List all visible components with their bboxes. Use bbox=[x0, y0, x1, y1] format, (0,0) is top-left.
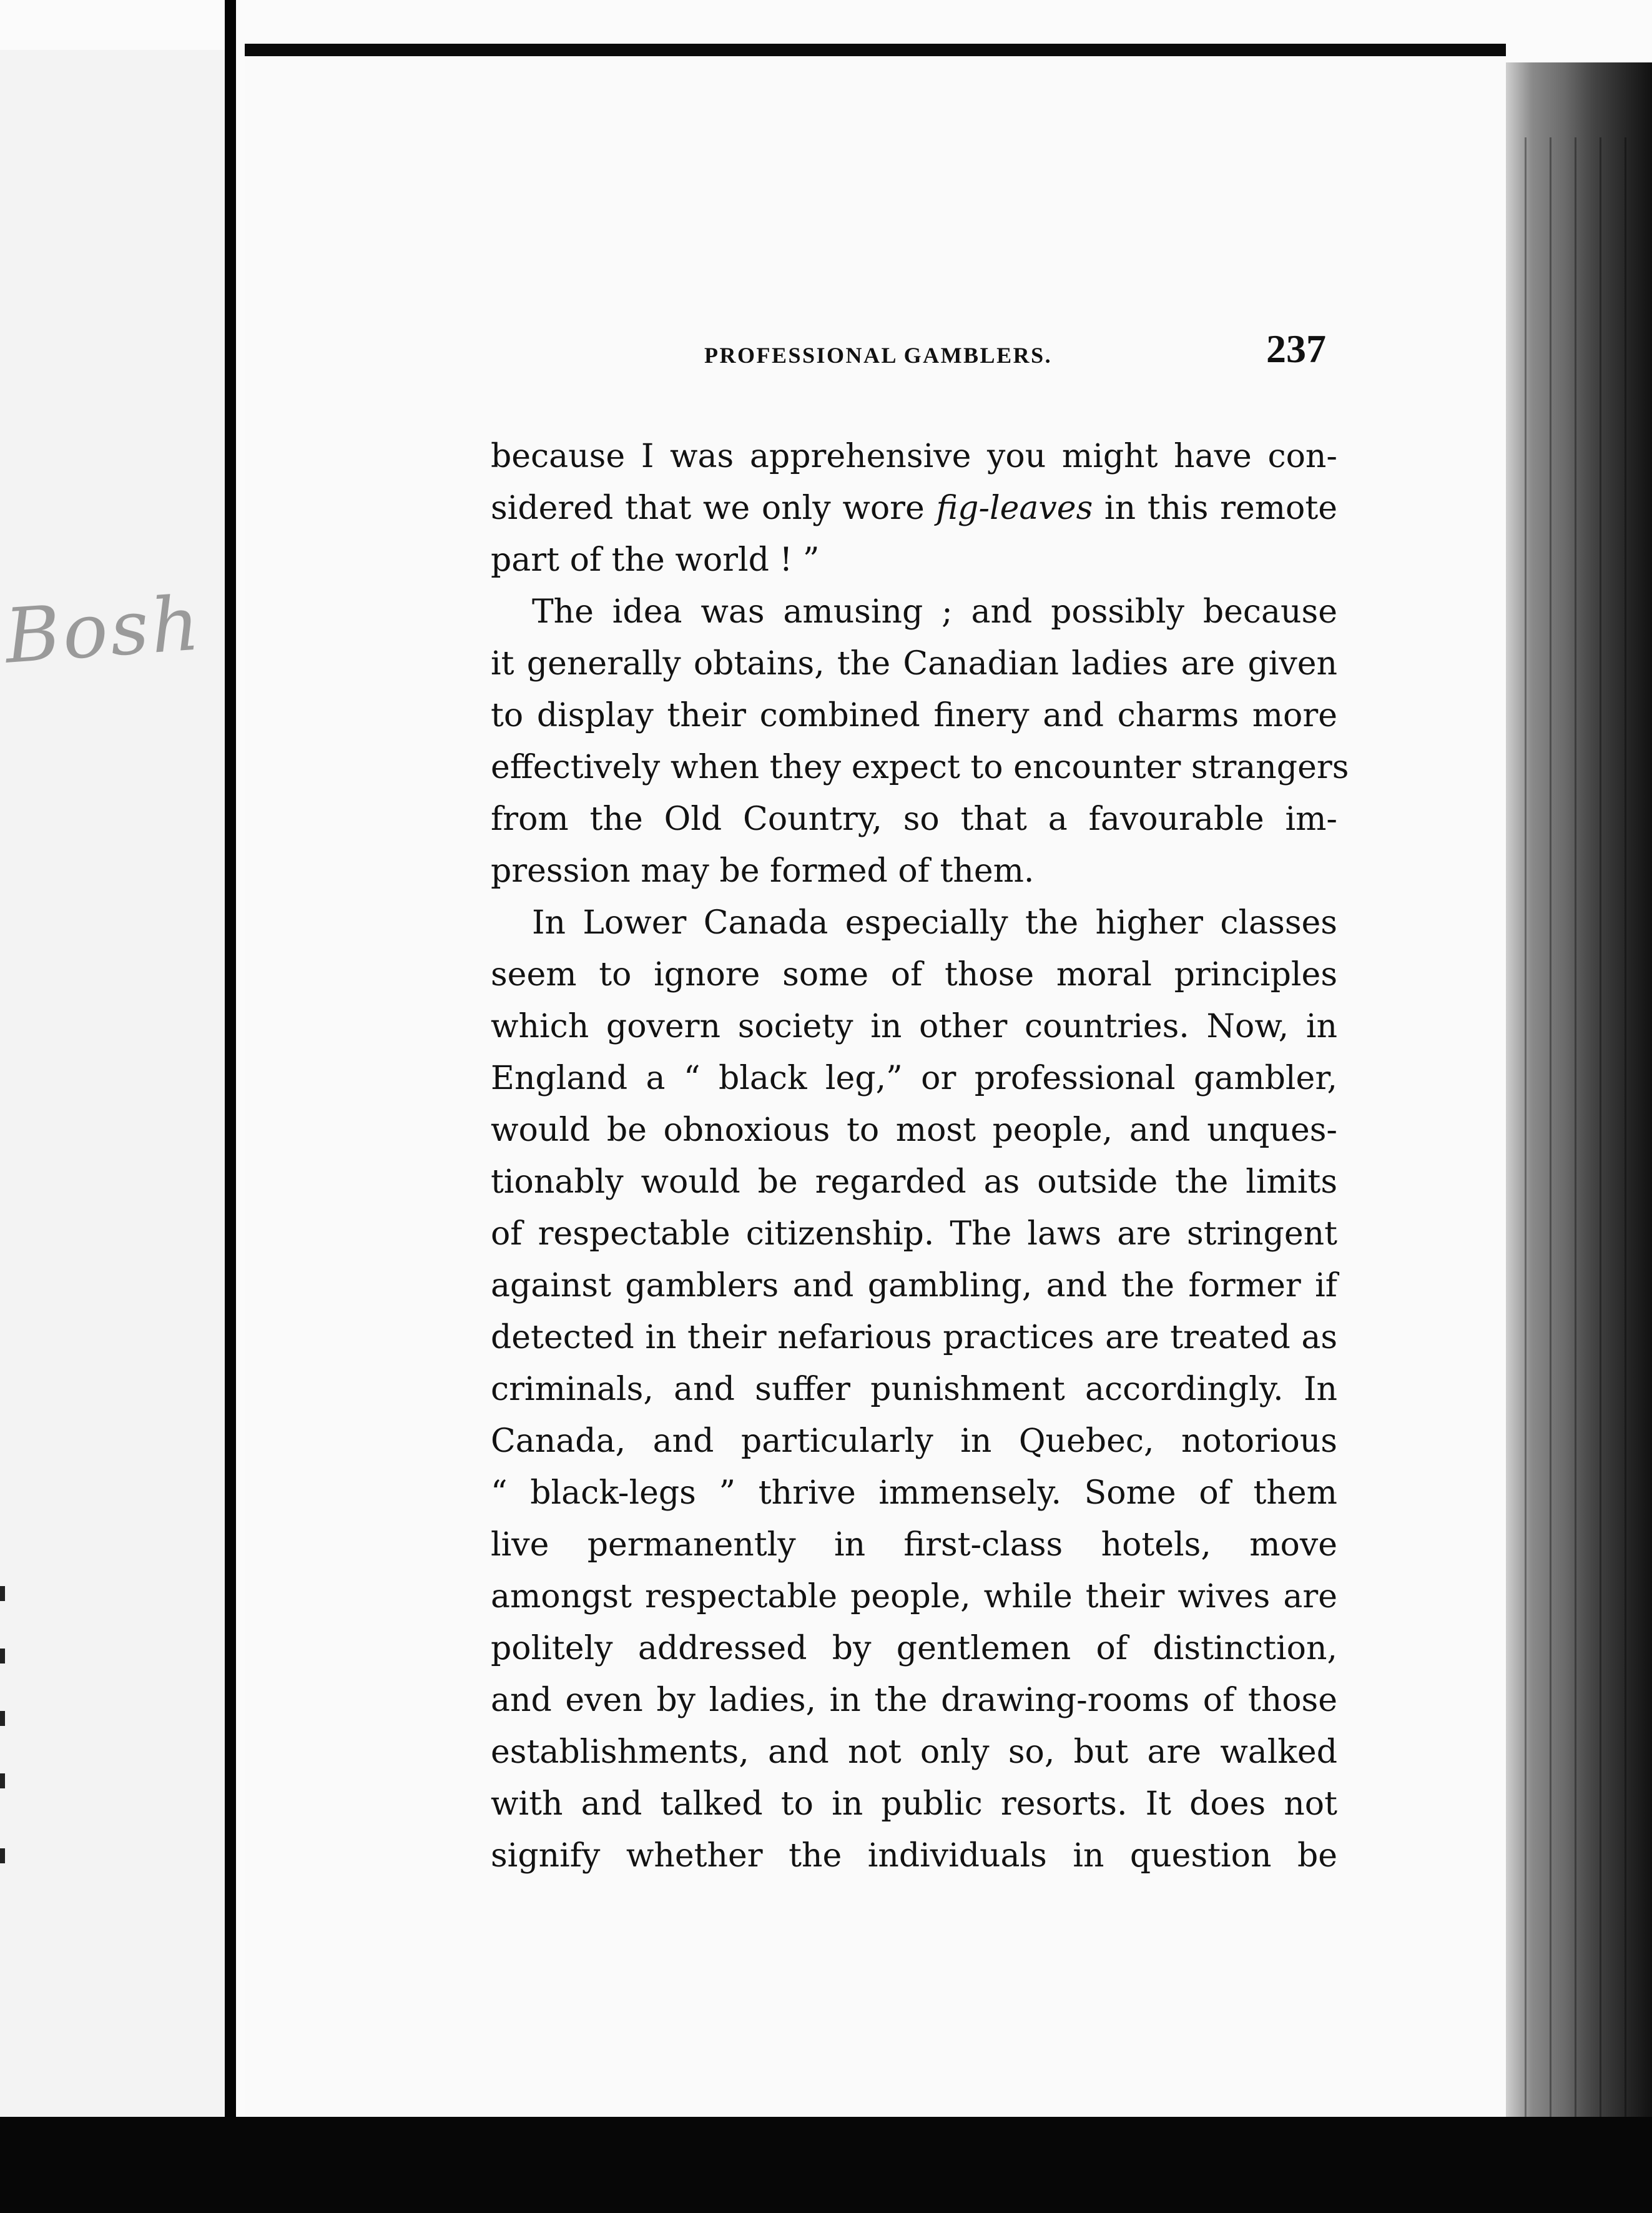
body-text bbox=[491, 431, 1349, 1882]
running-header: PROFESSIONAL GAMBLERS. bbox=[704, 343, 1053, 368]
text-line: pression may be formed of them. bbox=[491, 852, 1035, 890]
text-line: effectively when they expect to encounter strangers bbox=[491, 749, 1349, 786]
page-mark bbox=[0, 1711, 5, 1726]
text-line: Canada, and particularly in Quebec, notorious bbox=[491, 1422, 1337, 1460]
text-line: with and talked to in public resorts. It does not bbox=[491, 1785, 1337, 1823]
text-line: against gamblers and gambling, and the former if bbox=[491, 1267, 1337, 1304]
text-line: from the Old Country, so that a favourable im- bbox=[491, 801, 1337, 838]
text-line: live permanently in first-class hotels, move bbox=[491, 1526, 1337, 1564]
gutter-shadow bbox=[225, 0, 236, 2213]
page-fore-edge bbox=[1506, 62, 1652, 2123]
text-line: because I was apprehensive you might have con- bbox=[491, 438, 1337, 475]
edge-line bbox=[1525, 137, 1527, 2179]
text-line: In Lower Canada especially the higher classes bbox=[532, 904, 1337, 942]
text-line: The idea was amusing ; and possibly because bbox=[532, 593, 1337, 631]
text-line: to display their combined finery and charms more bbox=[491, 697, 1337, 734]
text-line: “ black-legs ” thrive immensely. Some of them bbox=[491, 1474, 1337, 1512]
text-line: England a “ black leg,” or professional gambler, bbox=[491, 1060, 1337, 1097]
text-line: detected in their nefarious practices are treated as bbox=[491, 1319, 1337, 1356]
text-line: would be obnoxious to most people, and unques- bbox=[491, 1111, 1337, 1149]
text-line: politely addressed by gentlemen of distinction, bbox=[491, 1630, 1337, 1667]
page-mark bbox=[0, 1649, 5, 1663]
edge-line bbox=[1550, 137, 1551, 2179]
text-line: seem to ignore some of those moral principles bbox=[491, 956, 1337, 993]
text-line: of respectable citizenship. The laws are stringent bbox=[491, 1215, 1337, 1253]
text-line: signify whether the individuals in question be bbox=[491, 1837, 1337, 1875]
edge-line bbox=[1600, 137, 1601, 2179]
text-line: sidered that we only wore fig-leaves in this remote bbox=[491, 490, 1338, 527]
page-number: 237 bbox=[1266, 327, 1326, 371]
text-line: part of the world ! ” bbox=[491, 541, 820, 579]
text-line: which govern society in other countries. Now, in bbox=[491, 1008, 1337, 1045]
page-mark bbox=[0, 1848, 5, 1863]
left-facing-page bbox=[0, 50, 232, 2129]
text-line: establishments, and not only so, but are walked bbox=[491, 1733, 1337, 1771]
page-mark bbox=[0, 1586, 5, 1601]
handwritten-margin-note: Bosh bbox=[2, 580, 205, 681]
scan-bottom-border bbox=[0, 2117, 1652, 2213]
text-line: criminals, and suffer punishment accordingly. In bbox=[491, 1371, 1337, 1408]
text-line: tionably would be regarded as outside the limits bbox=[491, 1163, 1337, 1201]
text-line: and even by ladies, in the drawing-rooms of those bbox=[491, 1682, 1337, 1719]
text-line: amongst respectable people, while their wives are bbox=[491, 1578, 1337, 1615]
page-mark bbox=[0, 1773, 5, 1788]
italic-emphasis: fig-leaves bbox=[936, 490, 1093, 527]
edge-line bbox=[1625, 137, 1626, 2179]
text-line: it generally obtains, the Canadian ladies are given bbox=[491, 645, 1337, 683]
edge-line bbox=[1575, 137, 1576, 2179]
